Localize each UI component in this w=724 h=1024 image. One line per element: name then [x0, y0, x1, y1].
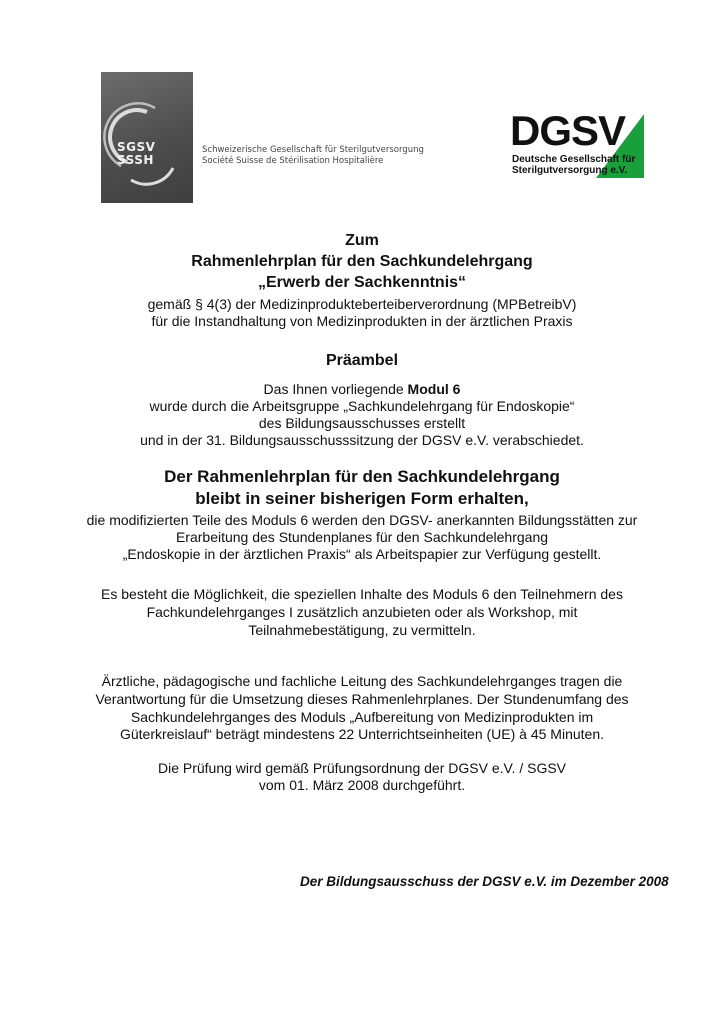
dgsv-full-name	[512, 154, 635, 176]
praeambel-line1-text: Das Ihnen vorliegende	[263, 381, 408, 397]
sgsv-logo-text	[117, 141, 155, 167]
title-line3: gemäß § 4(3) der Medizinprodukteberteiberverordnung (MPBetreibV)	[147, 296, 577, 312]
praeambel-line4: und in der 31. Bildungsausschusssitzung der DGSV e.V. verabschiedet.	[140, 432, 584, 448]
paragraph1-line2: Erarbeitung des Stundenplanes für den Sachkundelehrgang	[175, 529, 549, 545]
paragraph3-line2: Verantwortung für die Umsetzung dieses Rahmenlehrplanes. Der Stundenumfang des	[95, 691, 629, 707]
modul-6-label: Modul 6	[407, 381, 461, 397]
paragraph2-line1: Es besteht die Möglichkeit, die speziellen Inhalte des Moduls 6 den Teilnehmern des	[101, 586, 623, 602]
dgsv-name-line2: Sterilgutversorgung e.V.	[512, 165, 628, 176]
praeambel-heading: Präambel	[325, 352, 399, 369]
title-zum: Zum	[345, 232, 379, 249]
paragraph3-line3: Sachkundelehrganges des Moduls „Aufbereitung von Medizinprodukten im	[130, 709, 594, 725]
sgsv-full-name	[202, 145, 424, 167]
sgsv-swoosh-icon	[101, 72, 193, 203]
sgsv-abbr: SGSV	[117, 140, 156, 154]
sgsv-name-de: Schweizerische Gesellschaft für Sterilgutversorgung	[202, 145, 424, 155]
dgsv-abbr: DGSV	[510, 107, 626, 154]
paragraph3-line4: Güterkreislauf“ beträgt mindestens 22 Unterrichtseinheiten (UE) à 45 Minuten.	[119, 726, 604, 742]
paragraph1-line1: die modifizierten Teile des Moduls 6 werden den DGSV- anerkannten Bildungsstätten zur	[86, 512, 638, 528]
praeambel-line3: des Bildungsausschusses erstellt	[258, 415, 466, 431]
paragraph2-line3: Teilnahmebestätigung, zu vermitteln.	[248, 622, 476, 638]
paragraph2-line2: Fachkundelehrganges I zusätzlich anzubieten oder als Workshop, mit	[146, 604, 578, 620]
dgsv-name-line1: Deutsche Gesellschaft für	[512, 154, 636, 165]
paragraph4-line2: vom 01. März 2008 durchgeführt.	[258, 777, 466, 793]
paragraph4-line1: Die Prüfung wird gemäß Prüfungsordnung der DGSV e.V. / SGSV	[157, 760, 567, 776]
praeambel-line1	[0, 381, 724, 397]
dgsv-logo	[510, 107, 645, 178]
praeambel-line2: wurde durch die Arbeitsgruppe „Sachkundelehrgang für Endoskopie“	[149, 398, 575, 414]
sgsv-logo	[101, 72, 193, 203]
sgsv-name-fr: Société Suisse de Stérilisation Hospitalière	[202, 156, 384, 166]
statement-line1: Der Rahmenlehrplan für den Sachkundelehrgang	[164, 467, 560, 486]
title-line2: „Erwerb der Sachkenntnis“	[257, 274, 467, 291]
title-line1: Rahmenlehrplan für den Sachkundelehrgang	[191, 253, 533, 270]
paragraph1-line3: „Endoskopie in der ärztlichen Praxis“ als Arbeitspapier zur Verfügung gestellt.	[122, 546, 602, 562]
sssh-abbr: SSSH	[117, 153, 154, 167]
title-line4: für die Instandhaltung von Medizinprodukten in der ärztlichen Praxis	[151, 313, 573, 329]
paragraph3-line1: Ärztliche, pädagogische und fachliche Leitung des Sachkundelehrganges tragen die	[101, 673, 623, 689]
signature: Der Bildungsausschuss der DGSV e.V. im Dezember 2008	[300, 874, 669, 889]
statement-line2: bleibt in seiner bisherigen Form erhalten,	[195, 489, 529, 508]
